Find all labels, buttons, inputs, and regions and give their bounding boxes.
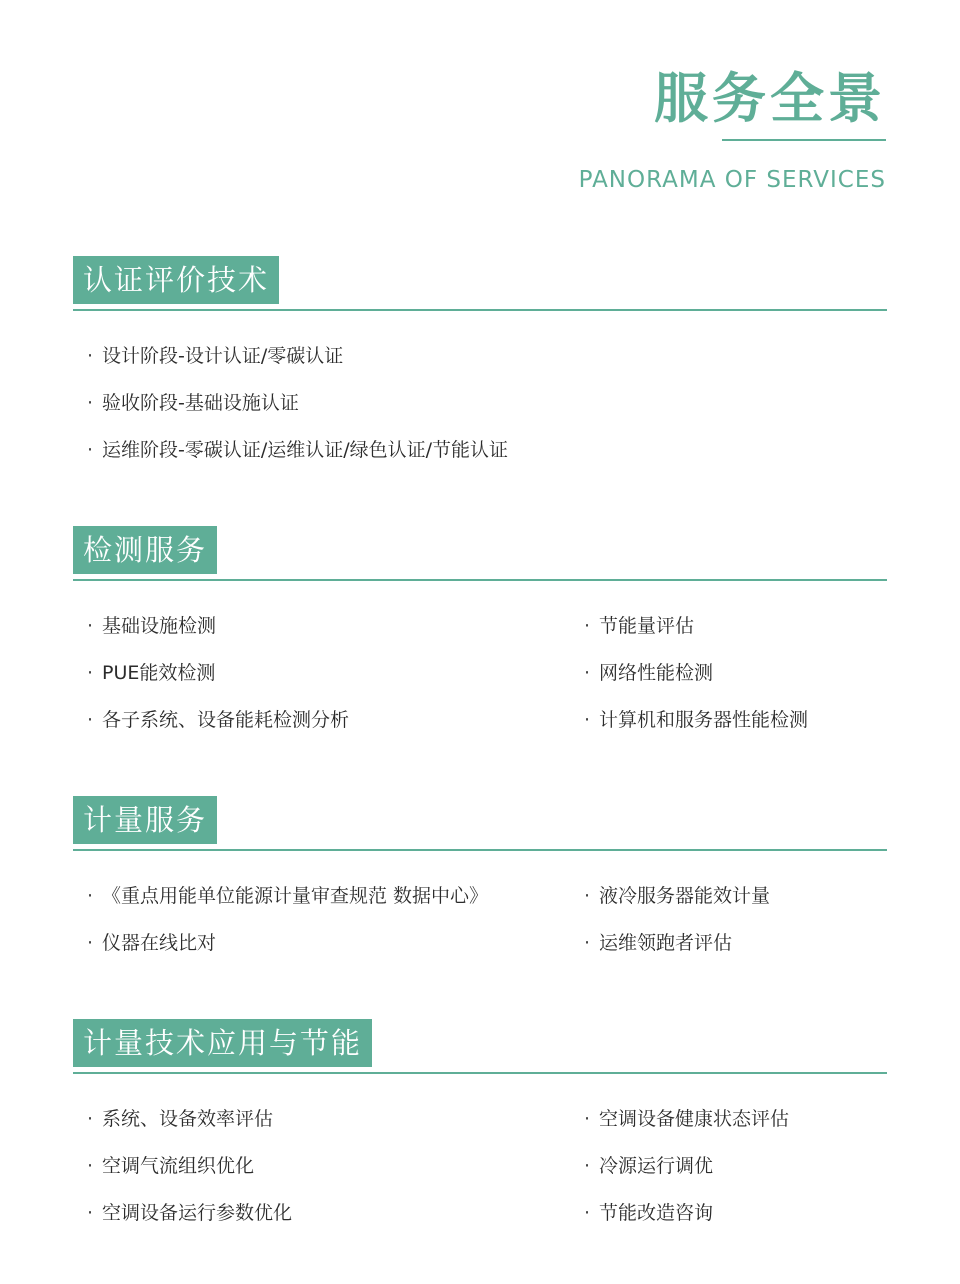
bullet-dot: · xyxy=(584,615,591,637)
list-item xyxy=(87,1199,292,1227)
bullet-dot: · xyxy=(87,1155,94,1177)
item-label: 空调设备运行参数优化 xyxy=(102,1202,293,1224)
item-label: 验收阶段-基础设施认证 xyxy=(102,392,299,414)
bullet-dot: · xyxy=(87,709,94,731)
bullet-dot: · xyxy=(87,345,94,367)
section-divider xyxy=(73,849,887,851)
item-label: 仪器在线比对 xyxy=(102,932,217,954)
page-subtitle: PANORAMA OF SERVICES xyxy=(578,167,886,193)
list-item xyxy=(87,342,343,370)
section-divider xyxy=(73,309,887,311)
item-label: 节能量评估 xyxy=(599,615,695,637)
item-label: PUE能效检测 xyxy=(102,662,216,684)
list-item xyxy=(584,706,808,734)
list-item xyxy=(87,706,349,734)
list-item xyxy=(87,612,216,640)
bullet-dot: · xyxy=(584,709,591,731)
list-item xyxy=(87,929,216,957)
item-label: 运维阶段-零碳认证/运维认证/绿色认证/节能认证 xyxy=(102,439,509,461)
bullet-dot: · xyxy=(87,615,94,637)
item-label: 液冷服务器能效计量 xyxy=(599,885,771,907)
item-label: 系统、设备效率评估 xyxy=(102,1108,274,1130)
bullet-dot: · xyxy=(584,1108,591,1130)
list-item xyxy=(87,1152,254,1180)
section-testing xyxy=(73,526,887,731)
list-item xyxy=(584,882,770,910)
bullet-dot: · xyxy=(87,885,94,907)
item-label: 设计阶段-设计认证/零碳认证 xyxy=(102,345,344,367)
section-divider xyxy=(73,1072,887,1074)
list-item xyxy=(87,1105,273,1133)
page-title: 服务全景 xyxy=(654,67,886,130)
list-item xyxy=(584,929,732,957)
bullet-dot: · xyxy=(584,932,591,954)
section-title: 认证评价技术 xyxy=(73,256,279,304)
section-certification xyxy=(73,256,887,461)
list-item xyxy=(87,389,299,417)
title-divider xyxy=(722,139,886,141)
item-label: 运维领跑者评估 xyxy=(599,932,733,954)
bullet-dot: · xyxy=(584,662,591,684)
section-title: 检测服务 xyxy=(73,526,217,574)
bullet-dot: · xyxy=(87,662,94,684)
item-label: 空调设备健康状态评估 xyxy=(599,1108,790,1130)
list-item xyxy=(584,612,694,640)
bullet-dot: · xyxy=(584,885,591,907)
bullet-dot: · xyxy=(87,439,94,461)
bullet-dot: · xyxy=(87,1108,94,1130)
section-divider xyxy=(73,579,887,581)
list-item xyxy=(584,1105,789,1133)
section-title: 计量技术应用与节能 xyxy=(73,1019,372,1067)
bullet-dot: · xyxy=(87,932,94,954)
item-label: 《重点用能单位能源计量审查规范 数据中心》 xyxy=(102,885,489,907)
item-label: 空调气流组织优化 xyxy=(102,1155,255,1177)
item-label: 网络性能检测 xyxy=(599,662,714,684)
list-item xyxy=(584,659,713,687)
item-label: 各子系统、设备能耗检测分析 xyxy=(102,709,350,731)
bullet-dot: · xyxy=(87,392,94,414)
item-label: 冷源运行调优 xyxy=(599,1155,714,1177)
list-item xyxy=(87,436,508,464)
section-title: 计量服务 xyxy=(73,796,217,844)
list-item xyxy=(87,659,215,687)
item-label: 基础设施检测 xyxy=(102,615,217,637)
bullet-dot: · xyxy=(584,1202,591,1224)
list-item xyxy=(584,1199,713,1227)
list-item xyxy=(584,1152,713,1180)
list-item xyxy=(87,882,488,910)
bullet-dot: · xyxy=(584,1155,591,1177)
item-label: 计算机和服务器性能检测 xyxy=(599,709,809,731)
section-applications xyxy=(73,1019,887,1224)
section-metering xyxy=(73,796,887,954)
bullet-dot: · xyxy=(87,1202,94,1224)
item-label: 节能改造咨询 xyxy=(599,1202,714,1224)
